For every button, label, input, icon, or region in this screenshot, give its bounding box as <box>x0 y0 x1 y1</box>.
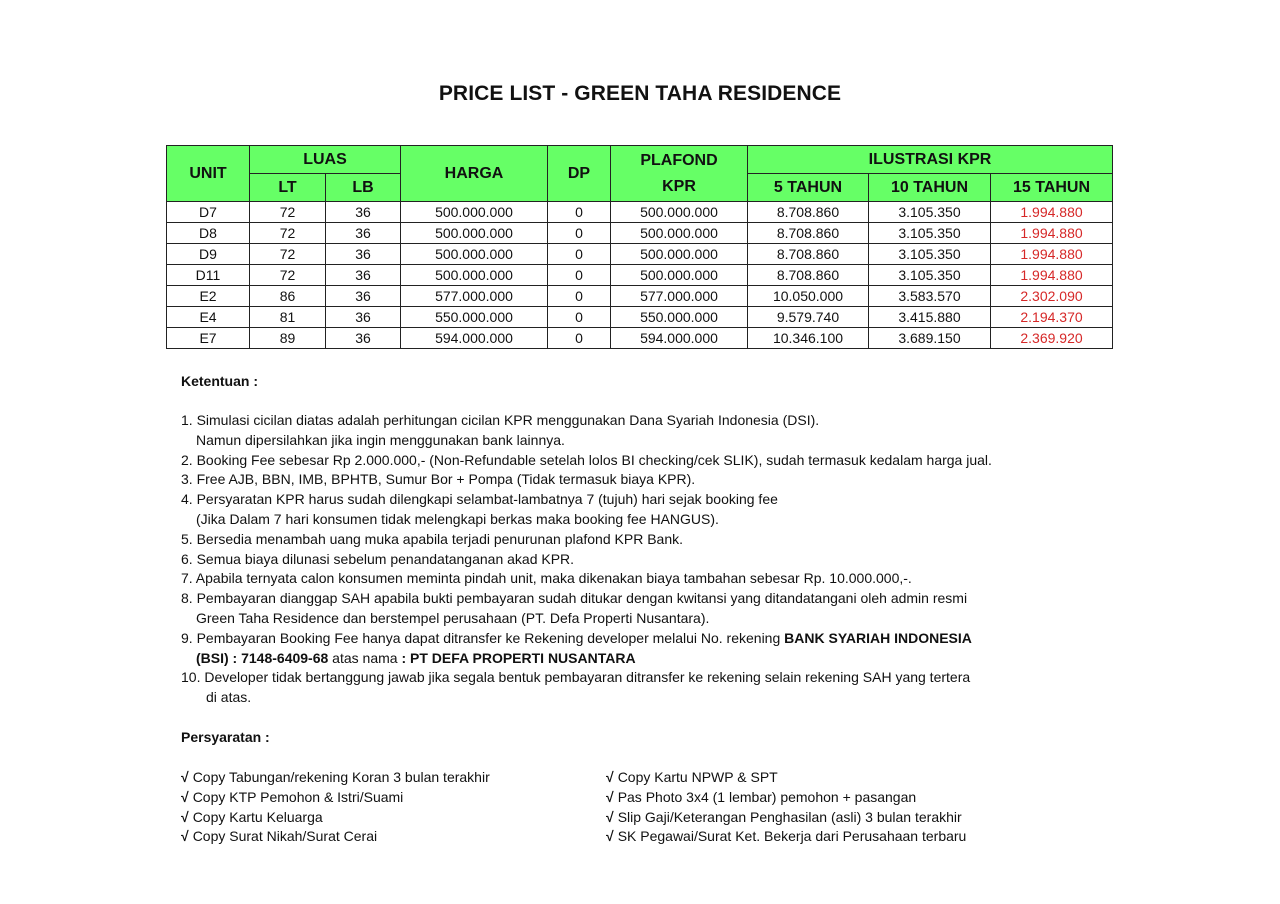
ketentuan-heading: Ketentuan : <box>181 373 258 389</box>
cell-lb: 36 <box>326 244 401 265</box>
requirement-item <box>181 768 490 788</box>
cell-dp: 0 <box>548 265 611 286</box>
term-8-continued: Green Taha Residence dan berstempel perusahaan (PT. Defa Properti Nusantara). <box>196 609 710 626</box>
cell-15-tahun: 2.302.090 <box>991 286 1113 307</box>
term-5: 5. Bersedia menambah uang muka apabila terjadi penurunan plafond KPR Bank. <box>181 530 683 547</box>
cell-10-tahun: 3.105.350 <box>869 223 991 244</box>
cell-lt: 72 <box>250 202 326 223</box>
cell-lt: 89 <box>250 328 326 349</box>
cell-plafond: 550.000.000 <box>611 307 748 328</box>
cell-harga: 500.000.000 <box>401 244 548 265</box>
cell-dp: 0 <box>548 223 611 244</box>
term-1: 1. Simulasi cicilan diatas adalah perhitungan cicilan KPR menggunakan Dana Syariah Indonesia (DSI). <box>181 412 820 428</box>
header-5-tahun: 5 TAHUN <box>748 174 869 202</box>
check-icon: √ <box>181 808 189 825</box>
cell-15-tahun: 1.994.880 <box>991 265 1113 286</box>
requirements-left <box>181 768 490 847</box>
bank-name: BANK SYARIAH INDONESIA <box>784 629 972 646</box>
cell-unit: D9 <box>167 244 250 265</box>
cell-15-tahun: 2.369.920 <box>991 328 1113 349</box>
cell-lb: 36 <box>326 286 401 307</box>
requirement-item <box>606 827 966 847</box>
cell-10-tahun: 3.105.350 <box>869 202 991 223</box>
cell-5-tahun: 8.708.860 <box>748 202 869 223</box>
cell-unit: E7 <box>167 328 250 349</box>
cell-lt: 72 <box>250 223 326 244</box>
table-row <box>167 244 1113 265</box>
cell-dp: 0 <box>548 307 611 328</box>
cell-5-tahun: 8.708.860 <box>748 265 869 286</box>
term-9-atas-nama: atas nama <box>328 649 402 666</box>
cell-lt: 81 <box>250 307 326 328</box>
cell-lt: 72 <box>250 265 326 286</box>
cell-lb: 36 <box>326 223 401 244</box>
price-table <box>166 145 1113 349</box>
header-10-tahun: 10 TAHUN <box>869 174 991 202</box>
header-dp: DP <box>548 146 611 202</box>
cell-plafond: 500.000.000 <box>611 202 748 223</box>
header-ilustrasi-kpr: ILUSTRASI KPR <box>748 146 1113 174</box>
header-unit: UNIT <box>167 146 250 202</box>
term-4: 4. Persyaratan KPR harus sudah dilengkapi selambat-lambatnya 7 (tujuh) hari sejak booking fee <box>181 491 778 508</box>
cell-unit: E2 <box>167 286 250 307</box>
cell-dp: 0 <box>548 286 611 307</box>
cell-unit: D8 <box>167 223 250 244</box>
requirement-text: Copy Kartu Keluarga <box>192 808 323 825</box>
page-title: PRICE LIST - GREEN TAHA RESIDENCE <box>438 82 842 105</box>
cell-unit: E4 <box>167 307 250 328</box>
term-9-text: 9. Pembayaran Booking Fee hanya dapat ditransfer ke Rekening developer melalui No. rekening <box>181 629 785 646</box>
term-9-continued <box>181 649 1041 669</box>
persyaratan-heading: Persyaratan : <box>181 729 270 745</box>
cell-dp: 0 <box>548 328 611 349</box>
cell-lb: 36 <box>326 265 401 286</box>
cell-10-tahun: 3.583.570 <box>869 286 991 307</box>
header-lt: LT <box>250 174 326 202</box>
requirements-right <box>606 768 966 847</box>
cell-10-tahun: 3.105.350 <box>869 244 991 265</box>
header-15-tahun: 15 TAHUN <box>991 174 1113 202</box>
cell-plafond: 594.000.000 <box>611 328 748 349</box>
cell-harga: 500.000.000 <box>401 265 548 286</box>
cell-10-tahun: 3.105.350 <box>869 265 991 286</box>
ketentuan-list <box>181 411 1041 708</box>
term-10: 10. Developer tidak bertanggung jawab jika segala bentuk pembayaran ditransfer ke rekening selain rekening SAH yang tertera <box>181 669 971 686</box>
cell-10-tahun: 3.689.150 <box>869 328 991 349</box>
cell-5-tahun: 8.708.860 <box>748 244 869 265</box>
cell-15-tahun: 1.994.880 <box>991 223 1113 244</box>
term-6: 6. Semua biaya dilunasi sebelum penandatanganan akad KPR. <box>181 550 575 567</box>
cell-dp: 0 <box>548 244 611 265</box>
requirement-item <box>181 788 490 808</box>
cell-5-tahun: 9.579.740 <box>748 307 869 328</box>
term-8: 8. Pembayaran dianggap SAH apabila bukti pembayaran sudah ditukar dengan kwitansi yang ditandatangani oleh admin resmi <box>181 590 968 607</box>
requirement-text: Copy Tabungan/rekening Koran 3 bulan terakhir <box>192 769 490 785</box>
table-row <box>167 286 1113 307</box>
requirement-text: SK Pegawai/Surat Ket. Bekerja dari Perusahaan terbaru <box>617 828 967 845</box>
cell-unit: D7 <box>167 202 250 223</box>
check-icon: √ <box>606 769 614 785</box>
cell-harga: 500.000.000 <box>401 202 548 223</box>
requirement-text: Pas Photo 3x4 (1 lembar) pemohon + pasangan <box>617 788 917 805</box>
cell-dp: 0 <box>548 202 611 223</box>
requirement-item <box>606 788 966 808</box>
requirement-item <box>606 768 966 788</box>
cell-harga: 550.000.000 <box>401 307 548 328</box>
requirement-text: Slip Gaji/Keterangan Penghasilan (asli) 3 bulan terakhir <box>617 808 962 825</box>
requirement-item <box>181 827 490 847</box>
term-2: 2. Booking Fee sebesar Rp 2.000.000,- (Non-Refundable setelah lolos BI checking/cek SLIK), sudah termasuk kedalam harga jual. <box>181 451 992 468</box>
cell-15-tahun: 1.994.880 <box>991 244 1113 265</box>
cell-plafond: 500.000.000 <box>611 244 748 265</box>
check-icon: √ <box>181 769 189 785</box>
header-harga: HARGA <box>401 146 548 202</box>
cell-15-tahun: 2.194.370 <box>991 307 1113 328</box>
cell-5-tahun: 10.346.100 <box>748 328 869 349</box>
check-icon: √ <box>181 788 189 805</box>
account-holder: : PT DEFA PROPERTI NUSANTARA <box>401 649 636 666</box>
check-icon: √ <box>606 828 614 845</box>
cell-lt: 86 <box>250 286 326 307</box>
term-4-continued: (Jika Dalam 7 hari konsumen tidak melengkapi berkas maka booking fee HANGUS). <box>196 510 719 527</box>
table-row <box>167 265 1113 286</box>
table-row <box>167 202 1113 223</box>
cell-plafond: 500.000.000 <box>611 265 748 286</box>
check-icon: √ <box>606 788 614 805</box>
cell-plafond: 500.000.000 <box>611 223 748 244</box>
header-plafond-kpr <box>611 146 748 202</box>
table-row <box>167 307 1113 328</box>
cell-harga: 500.000.000 <box>401 223 548 244</box>
check-icon: √ <box>606 808 614 825</box>
term-1-continued: Namun dipersilahkan jika ingin menggunakan bank lainnya. <box>196 431 565 448</box>
header-plafond-line2: KPR <box>662 177 696 195</box>
cell-harga: 577.000.000 <box>401 286 548 307</box>
check-icon: √ <box>181 828 189 845</box>
cell-lb: 36 <box>326 202 401 223</box>
table-row <box>167 223 1113 244</box>
cell-5-tahun: 8.708.860 <box>748 223 869 244</box>
cell-lb: 36 <box>326 328 401 349</box>
requirement-item <box>181 808 490 828</box>
requirement-text: Copy Surat Nikah/Surat Cerai <box>192 828 378 845</box>
cell-unit: D11 <box>167 265 250 286</box>
term-3: 3. Free AJB, BBN, IMB, BPHTB, Sumur Bor + Pompa (Tidak termasuk biaya KPR). <box>181 471 696 488</box>
term-7: 7. Apabila ternyata calon konsumen meminta pindah unit, maka dikenakan biaya tambahan sebesar Rp. 10.000.000,-. <box>181 570 912 587</box>
cell-lt: 72 <box>250 244 326 265</box>
cell-15-tahun: 1.994.880 <box>991 202 1113 223</box>
requirement-item <box>606 808 966 828</box>
account-number: (BSI) : 7148-6409-68 <box>196 649 329 666</box>
cell-10-tahun: 3.415.880 <box>869 307 991 328</box>
term-10-continued: di atas. <box>206 689 252 706</box>
term-9 <box>181 629 1041 649</box>
cell-5-tahun: 10.050.000 <box>748 286 869 307</box>
requirement-text: Copy Kartu NPWP & SPT <box>617 769 778 785</box>
header-plafond-line1: PLAFOND <box>640 151 718 169</box>
header-luas: LUAS <box>250 146 401 174</box>
cell-plafond: 577.000.000 <box>611 286 748 307</box>
table-row <box>167 328 1113 349</box>
cell-harga: 594.000.000 <box>401 328 548 349</box>
requirement-text: Copy KTP Pemohon & Istri/Suami <box>192 788 404 805</box>
header-lb: LB <box>326 174 401 202</box>
cell-lb: 36 <box>326 307 401 328</box>
